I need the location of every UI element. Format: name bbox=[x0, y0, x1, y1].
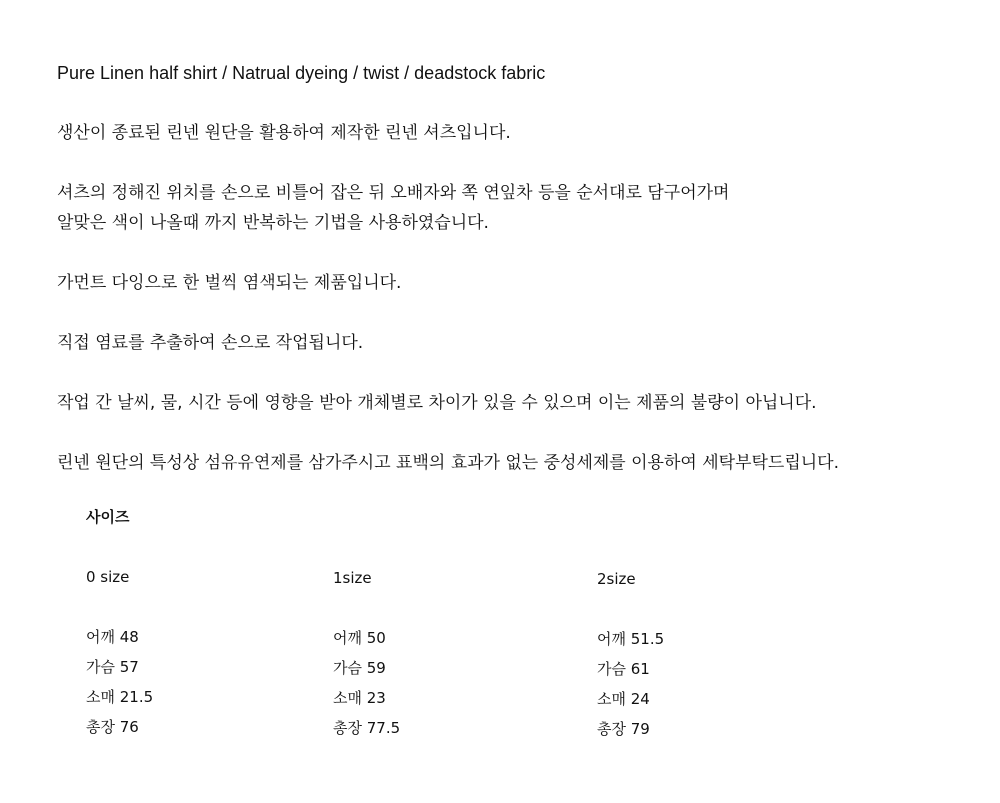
size-column-2 bbox=[597, 569, 665, 738]
measurement-sleeve: 소매 24 bbox=[597, 690, 650, 708]
measurement-chest: 가슴 57 bbox=[86, 658, 139, 676]
measurement-chest: 가슴 61 bbox=[597, 660, 650, 678]
measurement-chest: 가슴 59 bbox=[333, 659, 386, 677]
description-fabric: 생산이 종료된 린넨 원단을 활용하여 제작한 린넨 셔츠입니다. bbox=[57, 123, 511, 143]
size-measurements bbox=[333, 628, 533, 748]
description-garment-dyeing: 가먼트 다잉으로 한 벌씩 염색되는 제품입니다. bbox=[57, 273, 402, 293]
size-measurements bbox=[86, 627, 286, 747]
size-column-title: 1size bbox=[333, 569, 372, 587]
size-column-title: 2size bbox=[597, 570, 636, 588]
size-chart-heading: 사이즈 bbox=[86, 508, 130, 526]
size-column-title: 0 size bbox=[86, 568, 130, 586]
size-measurements bbox=[597, 629, 797, 749]
description-dyeing-method-line-1: 셔츠의 정해진 위치를 손으로 비틀어 잡은 뒤 오배자와 쪽 연잎차 등을 순서대로 담구어가며 bbox=[57, 183, 730, 203]
product-title: Pure Linen half shirt / Natrual dyeing / twist / deadstock fabric bbox=[57, 63, 546, 83]
measurement-shoulder: 어깨 51.5 bbox=[597, 630, 665, 648]
description-variation-notice: 작업 간 날씨, 물, 시간 등에 영향을 받아 개체별로 차이가 있을 수 있으며 이는 제품의 불량이 아닙니다. bbox=[57, 393, 817, 413]
measurement-length: 총장 79 bbox=[597, 720, 650, 738]
measurement-length: 총장 77.5 bbox=[333, 719, 401, 737]
measurement-shoulder: 어깨 48 bbox=[86, 628, 139, 646]
size-column-1 bbox=[333, 568, 401, 737]
measurement-sleeve: 소매 23 bbox=[333, 689, 386, 707]
description-handmade: 직접 염료를 추출하여 손으로 작업됩니다. bbox=[57, 333, 364, 353]
measurement-shoulder: 어깨 50 bbox=[333, 629, 386, 647]
size-column-0 bbox=[86, 567, 154, 736]
description-care-instructions: 린넨 원단의 특성상 섬유유연제를 삼가주시고 표백의 효과가 없는 중성세제를 이용하여 세탁부탁드립니다. bbox=[57, 453, 840, 473]
measurement-sleeve: 소매 21.5 bbox=[86, 688, 154, 706]
description-dyeing-method-line-2: 알맞은 색이 나올때 까지 반복하는 기법을 사용하였습니다. bbox=[57, 213, 489, 233]
measurement-length: 총장 76 bbox=[86, 718, 139, 736]
